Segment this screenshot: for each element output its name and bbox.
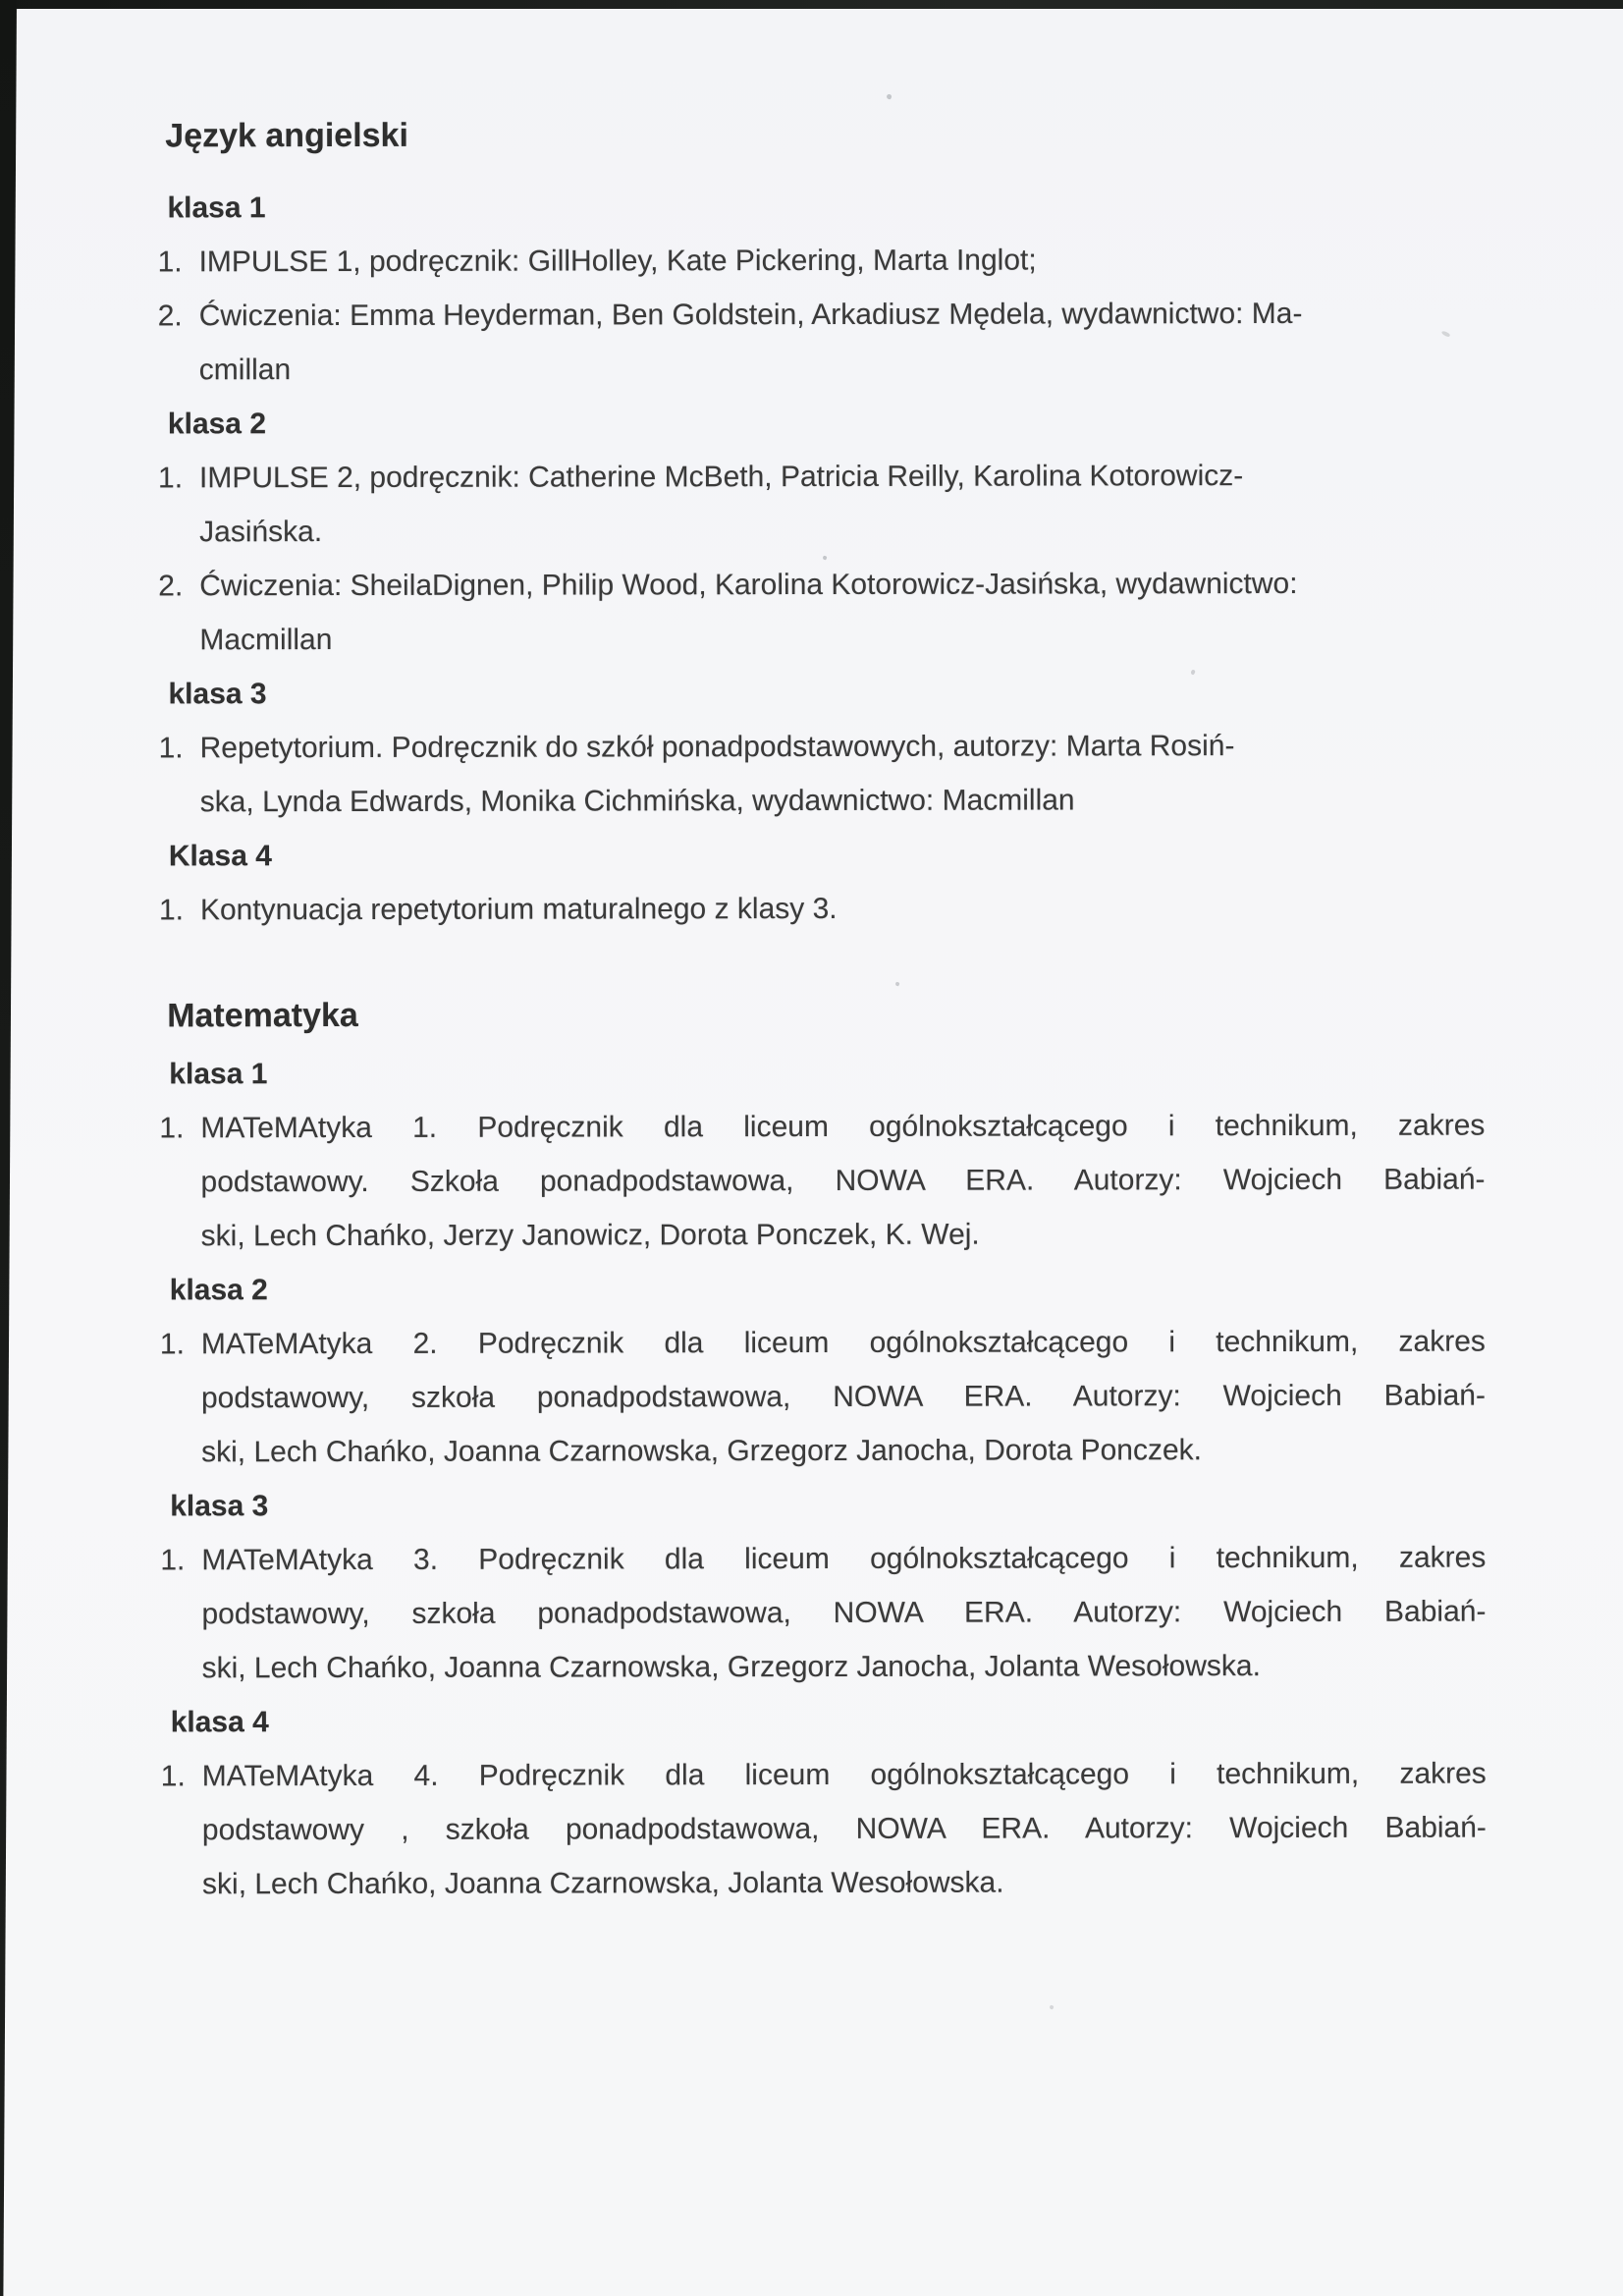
class-heading: klasa 2	[167, 408, 267, 441]
item-line: podstawowy , szkoła ponadpodstawowa, NOWA ERA. Autorzy: Wojciech Babiań-	[201, 1811, 1487, 1847]
class-group-klasa-1	[159, 1044, 1537, 1263]
item-number: 1.	[158, 894, 185, 927]
section-title: Język angielski	[165, 116, 408, 155]
item-text	[199, 286, 1536, 397]
section-jezyk-angielski	[157, 101, 1537, 937]
item-text	[201, 1315, 1486, 1480]
item-line: IMPULSE 2, podręcznik: Catherine McBeth, Patricia Reilly, Karolina Kotorowicz-	[198, 460, 1244, 495]
book-list-item	[161, 1746, 1539, 1911]
book-list-item	[157, 232, 1535, 289]
class-group-klasa-2	[158, 394, 1537, 667]
item-line: podstawowy. Szkoła ponadpodstawowa, NOWA ERA. Autorzy: Wojciech Babiań-	[200, 1163, 1486, 1199]
item-line: MATeMAtyka 1. Podręcznik dla liceum ogólnokształcącego i technikum, zakres	[200, 1109, 1486, 1145]
class-heading: Klasa 4	[168, 840, 272, 873]
item-line: podstawowy, szkoła ponadpodstawowa, NOWA ERA. Autorzy: Wojciech Babiań-	[200, 1379, 1487, 1415]
section-matematyka	[159, 981, 1539, 1911]
class-group-klasa-4	[161, 1692, 1539, 1911]
item-text	[200, 1099, 1485, 1264]
item-line: podstawowy, szkoła ponadpodstawowa, NOWA ERA. Autorzy: Wojciech Babiań-	[201, 1595, 1487, 1631]
item-text	[199, 556, 1536, 667]
item-number: 1.	[157, 462, 184, 495]
item-line: Macmillan	[199, 624, 333, 657]
item-line: MATeMAtyka 4. Podręcznik dla liceum ogólnokształcącego i technikum, zakres	[201, 1757, 1487, 1793]
class-heading: klasa 1	[169, 1058, 268, 1091]
item-line: ski, Lech Chańko, Joanna Czarnowska, Grzegorz Janocha, Dorota Ponczek.	[201, 1434, 1202, 1469]
class-heading: klasa 3	[168, 678, 267, 711]
class-group-klasa-2	[160, 1260, 1538, 1479]
item-text	[198, 232, 1535, 289]
item-number: 1.	[157, 246, 183, 279]
book-list-item	[159, 1098, 1537, 1263]
item-line: MATeMAtyka 3. Podręcznik dla liceum ogólnokształcącego i technikum, zakres	[201, 1541, 1487, 1577]
item-line: ski, Lech Chańko, Joanna Czarnowska, Grzegorz Janocha, Jolanta Wesołowska.	[201, 1650, 1261, 1685]
item-text	[201, 1531, 1486, 1696]
item-line: Jasińska.	[199, 516, 323, 549]
item-number: 2.	[157, 300, 183, 333]
class-heading: klasa 2	[169, 1274, 268, 1307]
item-line: Ćwiczenia: SheilaDignen, Philip Wood, Karolina Kotorowicz-Jasińska, wydawnictwo:	[199, 567, 1298, 603]
item-number: 1.	[160, 1544, 186, 1577]
item-line: Kontynuacja repetytorium maturalnego z klasy 3.	[199, 892, 838, 927]
item-line: ska, Lynda Edwards, Monika Cichmińska, wydawnictwo: Macmillan	[199, 784, 1075, 819]
class-group-klasa-3	[158, 664, 1536, 829]
scan-speck	[1049, 2004, 1054, 2009]
item-number: 1.	[158, 732, 184, 765]
item-number: 2.	[158, 570, 184, 603]
class-heading: klasa 1	[167, 191, 266, 225]
class-heading: klasa 3	[170, 1490, 269, 1523]
item-text	[200, 880, 1537, 937]
class-group-klasa-1	[157, 178, 1535, 397]
book-list-item	[158, 556, 1536, 667]
item-line: ski, Lech Chańko, Jerzy Janowicz, Dorota Ponczek, K. Wej.	[200, 1218, 980, 1253]
section-title: Matematyka	[167, 996, 358, 1035]
class-group-klasa-3	[160, 1476, 1538, 1695]
item-number: 1.	[159, 1328, 185, 1361]
book-list-item	[160, 1314, 1538, 1479]
item-line: Repetytorium. Podręcznik do szkół ponadpodstawowych, autorzy: Marta Rosiń-	[199, 730, 1235, 765]
item-number: 1.	[159, 1112, 185, 1145]
item-line: IMPULSE 1, podręcznik: GillHolley, Kate Pickering, Marta Inglot;	[198, 244, 1037, 279]
item-text	[202, 1747, 1487, 1912]
item-line: MATeMAtyka 2. Podręcznik dla liceum ogólnokształcącego i technikum, zakres	[200, 1325, 1486, 1361]
item-line: Ćwiczenia: Emma Heyderman, Ben Goldstein, Arkadiusz Mędela, wydawnictwo: Ma-	[198, 297, 1303, 333]
class-group-klasa-4	[159, 826, 1537, 937]
book-list-item	[159, 880, 1537, 937]
book-list-item	[158, 286, 1536, 397]
class-heading: klasa 4	[170, 1706, 269, 1739]
item-line: cmillan	[198, 354, 292, 387]
book-list-item	[158, 448, 1536, 559]
book-list-item	[159, 718, 1537, 829]
book-list-item	[160, 1530, 1538, 1695]
scan-edge-top	[0, 0, 1623, 9]
item-number: 1.	[160, 1760, 186, 1793]
item-text	[199, 448, 1536, 559]
item-line: ski, Lech Chańko, Joanna Czarnowska, Jolanta Wesołowska.	[201, 1866, 1004, 1901]
item-text	[200, 718, 1537, 829]
